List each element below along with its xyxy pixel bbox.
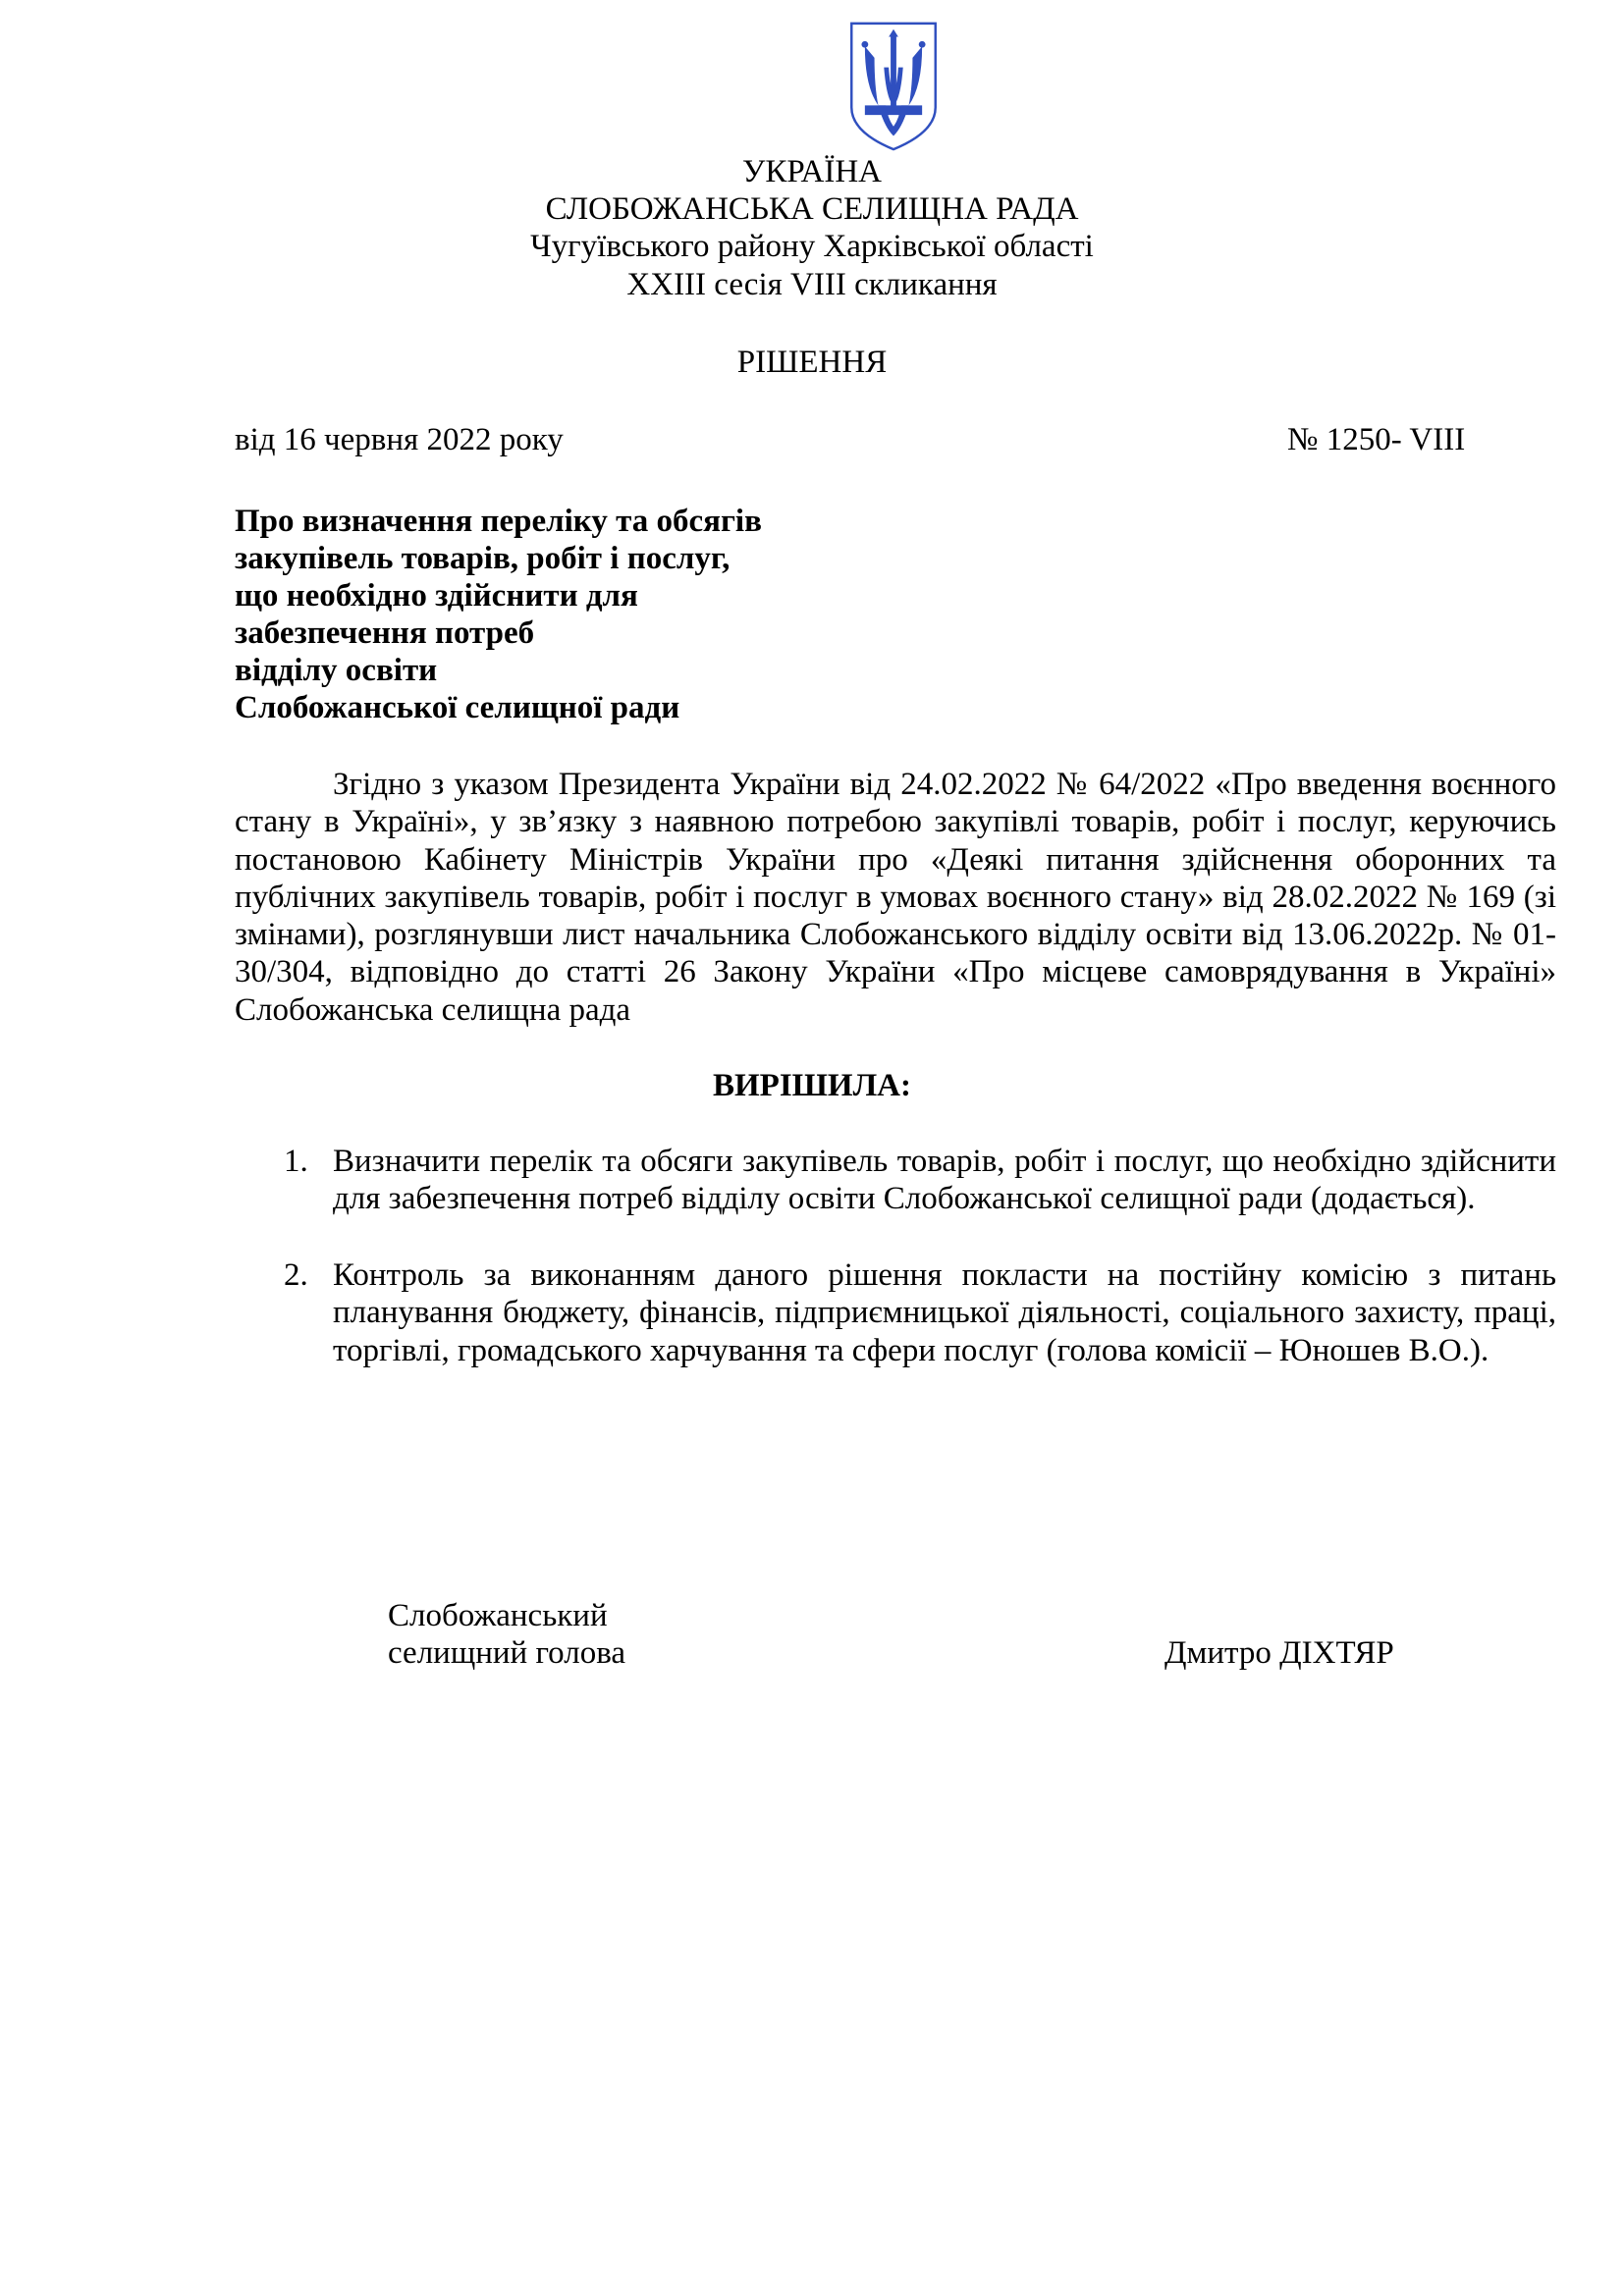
header-country: УКРАЇНА (742, 154, 882, 189)
doc-title-line: Слобожанської селищної ради (235, 690, 680, 725)
doc-type: РІШЕННЯ (736, 345, 888, 380)
doc-title-line: закупівель товарів, робіт і послуг, (235, 541, 731, 576)
signatory-position (388, 1597, 625, 1672)
decided-heading: ВИРІШИЛА: (713, 1068, 911, 1103)
header-session: XXIII сесія VIII скликання (626, 267, 998, 302)
signatory-position-line: селищний голова (388, 1635, 626, 1671)
item-number: 1. (284, 1144, 308, 1179)
coat-of-arms-icon (845, 20, 942, 153)
doc-title-line: що необхідно здійснити для (235, 578, 638, 614)
doc-title-line: забезпечення потреб (235, 615, 535, 651)
header-council: СЛОБОЖАНСЬКА СЕЛИЩНА РАДА (545, 191, 1079, 227)
item-text: Контроль за виконанням даного рішення покласти на постійну комісію з питань планування бюджету, фінансів, підприємницької діяльності, соціального захисту, праці, торгівлі, громадського харчування та сфери послуг (голова комісії – Юношев В.О.). (333, 1257, 1556, 1368)
doc-number: № 1250- VIII (1287, 422, 1466, 457)
signatory-name: Дмитро ДІХТЯР (1164, 1635, 1394, 1671)
signatory-position-line: Слобожанський (388, 1598, 608, 1633)
doc-title-line: відділу освіти (235, 653, 438, 688)
doc-title (235, 503, 762, 726)
doc-title-line: Про визначення переліку та обсягів (235, 504, 762, 539)
item-number: 2. (284, 1257, 308, 1293)
header-district: Чугуївського району Харківської області (530, 229, 1094, 264)
item-text: Визначити перелік та обсяги закупівель товарів, робіт і послуг, що необхідно здійснити для забезпечення потреб відділу освіти Слобожанської селищної ради (додається). (333, 1144, 1556, 1217)
preamble-paragraph: Згідно з указом Президента України від 24.02.2022 № 64/2022 «Про введення воєнного стану в Україні», у зв’язку з наявною потребою закупівлі товарів, робіт і послуг, керуючись постановою Кабінету Міністрів України про «Деякі питання здійснення оборонних та публічних закупівель товарів, робіт і послуг в умовах воєнного стану» від 28.02.2022 № 169 (зі змінами), розглянувши лист начальника Слобожанського відділу освіти від 13.06.2022р. № 01-30/304, відповідно до статті 26 Закону України «Про місцеве самоврядування в Україні» Слобожанська селищна рада (235, 767, 1556, 1028)
doc-date: від 16 червня 2022 року (235, 422, 564, 457)
